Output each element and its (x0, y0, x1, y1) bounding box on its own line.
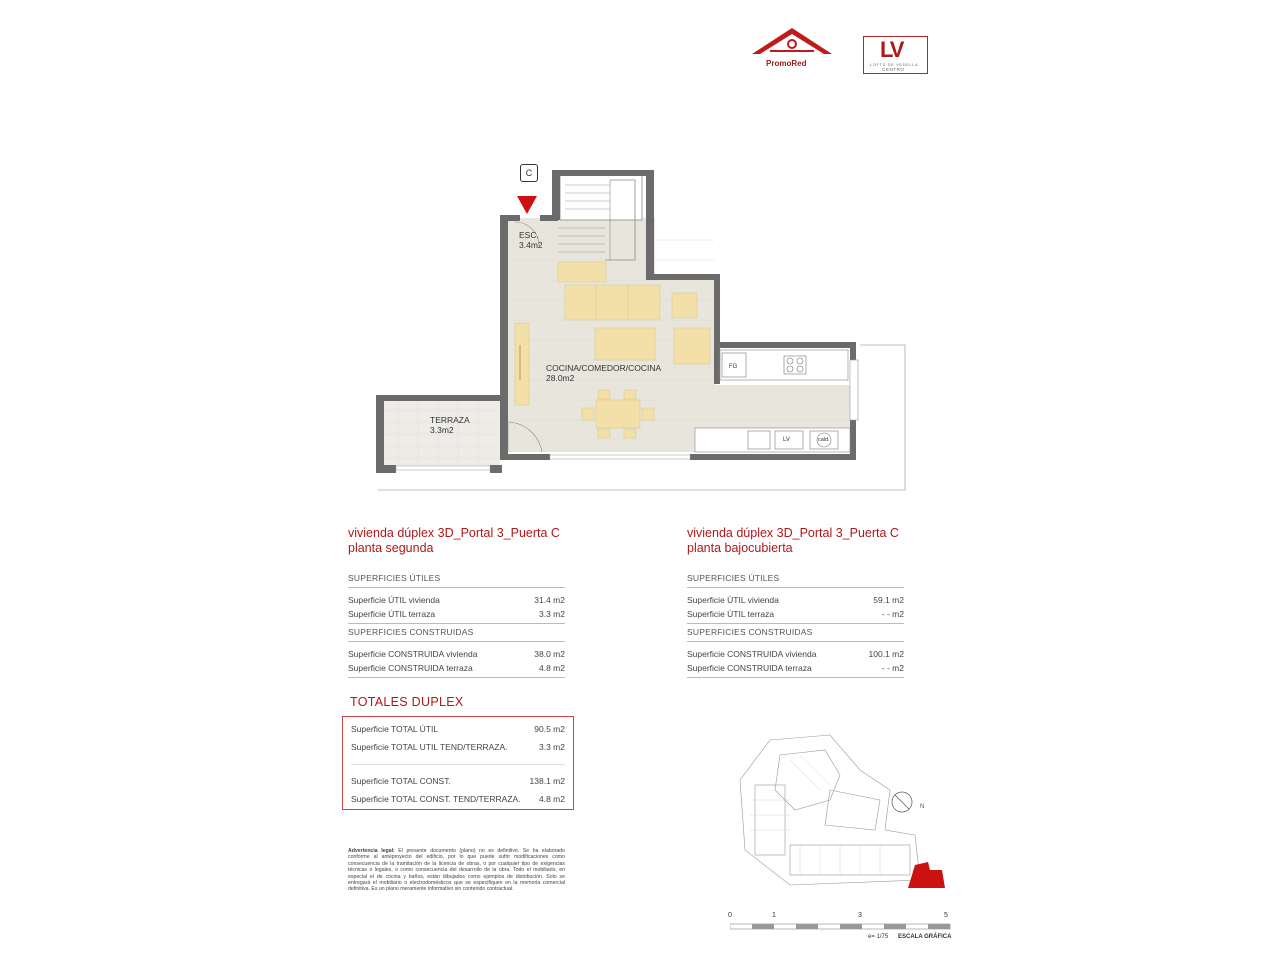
site-key-plan (730, 730, 960, 890)
right-construidas-header: SUPERFICIES CONSTRUIDAS (687, 627, 813, 637)
terrace-label (430, 415, 470, 435)
lv-sub-top: LOFTS DE VEDELLA (870, 62, 919, 67)
floor-plan (370, 160, 915, 500)
terrace-area: 3.3m2 (430, 425, 454, 435)
scale-tick-0: 0 (728, 912, 732, 919)
left-subtitle: planta segunda (348, 541, 434, 555)
right-subtitle: planta bajocubierta (687, 541, 793, 555)
house-roof-icon (750, 26, 834, 60)
scale-bar-graphic (730, 922, 955, 932)
legal-heading: Advertencia legal: (348, 848, 395, 854)
right-utiles-header: SUPERFICIES ÚTILES (687, 573, 780, 583)
table-row: Superficie TOTAL ÚTIL 90.5 m2 (351, 724, 565, 734)
entry-marker-triangle (517, 196, 537, 214)
promored-logo (750, 26, 834, 70)
scale-label: ESCALA GRÁFICA (898, 934, 952, 940)
scale-bar (728, 912, 958, 947)
left-summary (348, 526, 565, 678)
table-row: Superficie ÚTIL terraza - - m2 (687, 609, 904, 619)
living-name: COCINA/COMEDOR/COCINA (546, 363, 662, 373)
boiler-label: cald. (818, 437, 830, 443)
divider (687, 623, 904, 624)
divider (348, 641, 565, 642)
washer-label: LV (783, 437, 790, 443)
totals-title: TOTALES DUPLEX (350, 695, 464, 709)
divider (687, 641, 904, 642)
divider (348, 623, 565, 624)
lv-logo (863, 36, 928, 74)
living-area: 28.0m2 (546, 373, 575, 383)
legal-notice (348, 848, 565, 893)
table-row: Superficie TOTAL CONST. 138.1 m2 (351, 776, 565, 786)
esc-label (519, 230, 543, 250)
table-row: Superficie CONSTRUIDA terraza - - m2 (687, 663, 904, 673)
divider (687, 587, 904, 588)
fridge-label: FG (729, 364, 738, 370)
right-summary (687, 526, 904, 678)
scale-ratio: e= 1/75 (868, 934, 889, 940)
table-row: Superficie ÚTIL terraza 3.3 m2 (348, 609, 565, 619)
divider (351, 764, 565, 765)
scale-tick-3: 3 (858, 912, 862, 919)
promored-wordmark: PromoRed (766, 59, 807, 68)
lv-mark: LV (880, 37, 903, 62)
living-label (546, 363, 661, 383)
terrace-name: TERRAZA (430, 415, 470, 425)
table-row: Superficie CONSTRUIDA terraza 4.8 m2 (348, 663, 565, 673)
left-utiles-header: SUPERFICIES ÚTILES (348, 573, 441, 583)
left-construidas-header: SUPERFICIES CONSTRUIDAS (348, 627, 474, 637)
north-label: N (920, 804, 925, 810)
divider (348, 677, 565, 678)
table-row: Superficie ÚTIL vivienda 59.1 m2 (687, 595, 904, 605)
left-title: vivienda dúplex 3D_Portal 3_Puerta C (348, 526, 560, 540)
totals-box (342, 716, 574, 810)
legal-text: El presente documento (plano) no es definitivo. Se ha elaborado conforme al anteproyecto del edificio, por lo que puede sufrir modificaciones como consecuencia de la tramitación de la licencia de obras, o por cualquier tipo de exigencias técnicas o legales, o como consecuencia del desarrollo de la obra. Todo el mobiliario, en especial el de cocina y baños, están dibujados como ejemplos de distribución. Solo se entregará el mobiliario o electrodomésticos que se especifiquen en la memoria comercial definitiva. Es un plano meramente informativo sin contenido contractual. (348, 848, 566, 893)
table-row: Superficie CONSTRUIDA vivienda 38.0 m2 (348, 649, 565, 659)
table-row: Superficie CONSTRUIDA vivienda 100.1 m2 (687, 649, 904, 659)
scale-tick-1: 1 (772, 912, 776, 919)
table-row: Superficie TOTAL CONST. TEND/TERRAZA. 4.8 m2 (351, 794, 565, 804)
divider (687, 677, 904, 678)
esc-name: ESC. (519, 230, 539, 240)
divider (348, 587, 565, 588)
scale-tick-5: 5 (944, 912, 948, 919)
table-row: Superficie ÚTIL vivienda 31.4 m2 (348, 595, 565, 605)
esc-area: 3.4m2 (519, 240, 543, 250)
section-marker: C (520, 164, 538, 182)
right-title: vivienda dúplex 3D_Portal 3_Puerta C (687, 526, 899, 540)
lv-sub: CENTRO (882, 67, 905, 72)
table-row: Superficie TOTAL UTIL TEND/TERRAZA. 3.3 m2 (351, 742, 565, 752)
unit-highlight (908, 862, 945, 888)
